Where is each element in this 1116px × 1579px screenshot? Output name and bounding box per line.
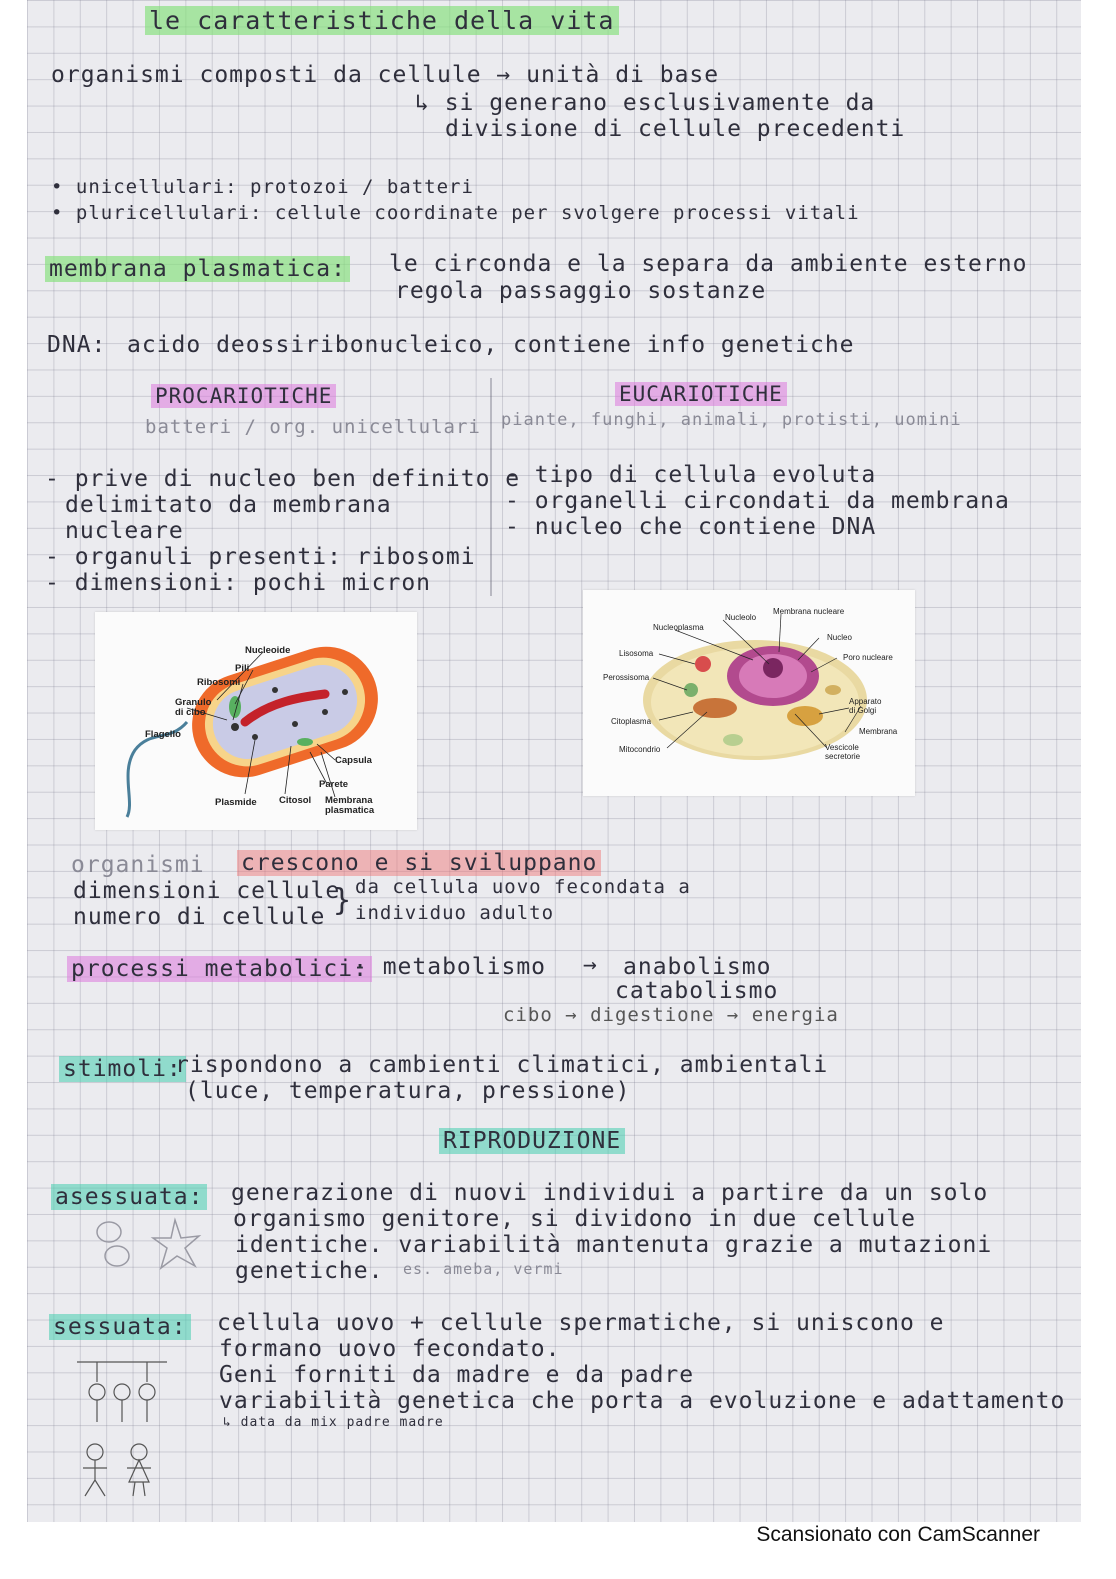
dna-text: acido deossiribonucleico, contiene info genetiche (127, 332, 855, 358)
growth-left-1: dimensioni cellule (73, 878, 341, 904)
sexual-line: Geni forniti da madre e da padre (219, 1362, 695, 1388)
label-perossisoma: Perossisoma (603, 673, 650, 682)
asexual-line: identiche. variabilità mantenuta grazie a mutazioni (235, 1232, 993, 1258)
asexual-line: organismo genitore, si dividono in due cellule (233, 1206, 916, 1232)
metabolism-chain: cibo → digestione → energia (503, 1004, 839, 1026)
label-nucleoide: Nucleoide (245, 645, 291, 656)
label-citosol: Citosol (279, 795, 312, 806)
label-nucleo: Nucleo (827, 633, 852, 642)
procariotiche-item: nucleare (65, 518, 184, 544)
metabolism-text: - metabolismo (353, 954, 547, 980)
eucariotiche-item: - organelli circondati da membrana (505, 488, 1010, 514)
label-apparato-golgi: Apparato di Golgi (849, 697, 882, 715)
label-nucleolo: Nucleolo (725, 613, 757, 622)
asexual-label: asessuata: (51, 1186, 207, 1209)
membrane-text-2: regola passaggio sostanze (395, 278, 767, 304)
procariotiche-item: - organuli presenti: ribosomi (45, 544, 476, 570)
membrane-text-1: le circonda e la separa da ambiente esterno (389, 251, 1028, 277)
sexual-line: cellula uovo + cellule spermatiche, si uniscono e (217, 1310, 945, 1336)
growth-right-2: individuo adulto (355, 902, 555, 924)
stimuli-label: stimoli: (59, 1058, 186, 1081)
procariotiche-examples: batteri / org. unicellulari (145, 416, 481, 438)
eucariotiche-item: - nucleo che contiene DNA (505, 514, 877, 540)
label-citoplasma: Citoplasma (611, 717, 652, 726)
label-membrana-plasmatica: Membrana plasmatica (325, 795, 375, 817)
eucariotiche-heading: EUCARIOTICHE (615, 384, 787, 405)
label-capsula: Capsula (335, 755, 372, 766)
metabolism-catabolismo: catabolismo (615, 978, 779, 1004)
sexual-note: ↳ data da mix padre madre (223, 1415, 444, 1430)
label-ribosomi: Ribosomi (197, 677, 241, 688)
intro-line-1: organismi composti da cellule → unità di base (51, 62, 720, 88)
growth-left-2: numero di cellule (73, 904, 326, 930)
family-doodle (67, 1352, 177, 1502)
growth-brace: } (333, 883, 353, 918)
page-title: le caratteristiche della vita (145, 8, 619, 33)
label-plasmide: Plasmide (215, 797, 257, 808)
stimuli-text-2: (luce, temperatura, pressione) (185, 1078, 631, 1104)
eucariotiche-examples: piante, funghi, animali, protisti, uomini (501, 410, 962, 430)
label-flagello: Flagello (145, 729, 181, 740)
intro-line-3: divisione di cellule precedenti (445, 116, 906, 142)
asexual-line: generazione di nuovi individui a partire da un solo (231, 1180, 989, 1206)
asexual-doodle (87, 1214, 217, 1278)
asexual-line: genetiche. (235, 1258, 384, 1284)
label-parete: Parete (319, 779, 349, 790)
riproduzione-heading: RIPRODUZIONE (439, 1130, 625, 1153)
growth-faint: organismi (71, 852, 205, 878)
sexual-line: variabilità genetica che porta a evoluzione e adattamento (219, 1388, 1066, 1414)
procariotiche-heading: PROCARIOTICHE (151, 386, 336, 407)
procariotiche-item: - prive di nucleo ben definito e (45, 466, 521, 492)
notebook-page (27, 0, 1081, 1522)
label-pili: Pili (235, 663, 250, 674)
arrow-icon: → (583, 952, 598, 978)
unicellular-line: • unicellulari: protozoi / batteri (51, 176, 474, 198)
camscanner-footer: Scansionato con CamScanner (756, 1523, 1040, 1546)
growth-right-1: da cellula uovo fecondata a (355, 876, 691, 898)
label-granulo: Granulo di cibo (175, 697, 212, 719)
metabolism-anabolismo: anabolismo (623, 954, 772, 980)
stimuli-text-1: rispondono a cambienti climatici, ambientali (175, 1052, 829, 1078)
label-poro-nucleare: Poro nucleare (843, 653, 893, 662)
membrane-label: membrana plasmatica: (45, 258, 350, 281)
prokaryote-diagram (95, 612, 417, 830)
procariotiche-item: delimitato da membrana (65, 492, 392, 518)
label-vescicole-secretorie: Vescicole secretorie (825, 743, 861, 761)
sexual-line: formano uovo fecondato. (219, 1336, 561, 1362)
growth-line: crescono e si sviluppano (237, 852, 601, 875)
label-membrana: Membrana (859, 727, 898, 736)
asexual-example: es. ameba, vermi (403, 1260, 564, 1278)
intro-line-2: ↳ si generano esclusivamente da (415, 90, 876, 116)
pluricellular-line: • pluricellulari: cellule coordinate per svolgere processi vitali (51, 202, 860, 224)
sexual-label: sessuata: (49, 1316, 191, 1339)
procariotiche-item: - dimensioni: pochi micron (45, 570, 432, 596)
label-mitocondrio: Mitocondrio (619, 745, 661, 754)
label-nucleoplasma: Nucleoplasma (653, 623, 704, 632)
eucariotiche-item: - tipo di cellula evoluta (505, 462, 877, 488)
eukaryote-diagram (583, 590, 915, 796)
metabolism-label: processi metabolici: (67, 958, 372, 981)
label-lisosoma: Lisosoma (619, 649, 654, 658)
label-membrana-nucleare: Membrana nucleare (773, 607, 845, 616)
dna-label: DNA: (47, 332, 107, 358)
